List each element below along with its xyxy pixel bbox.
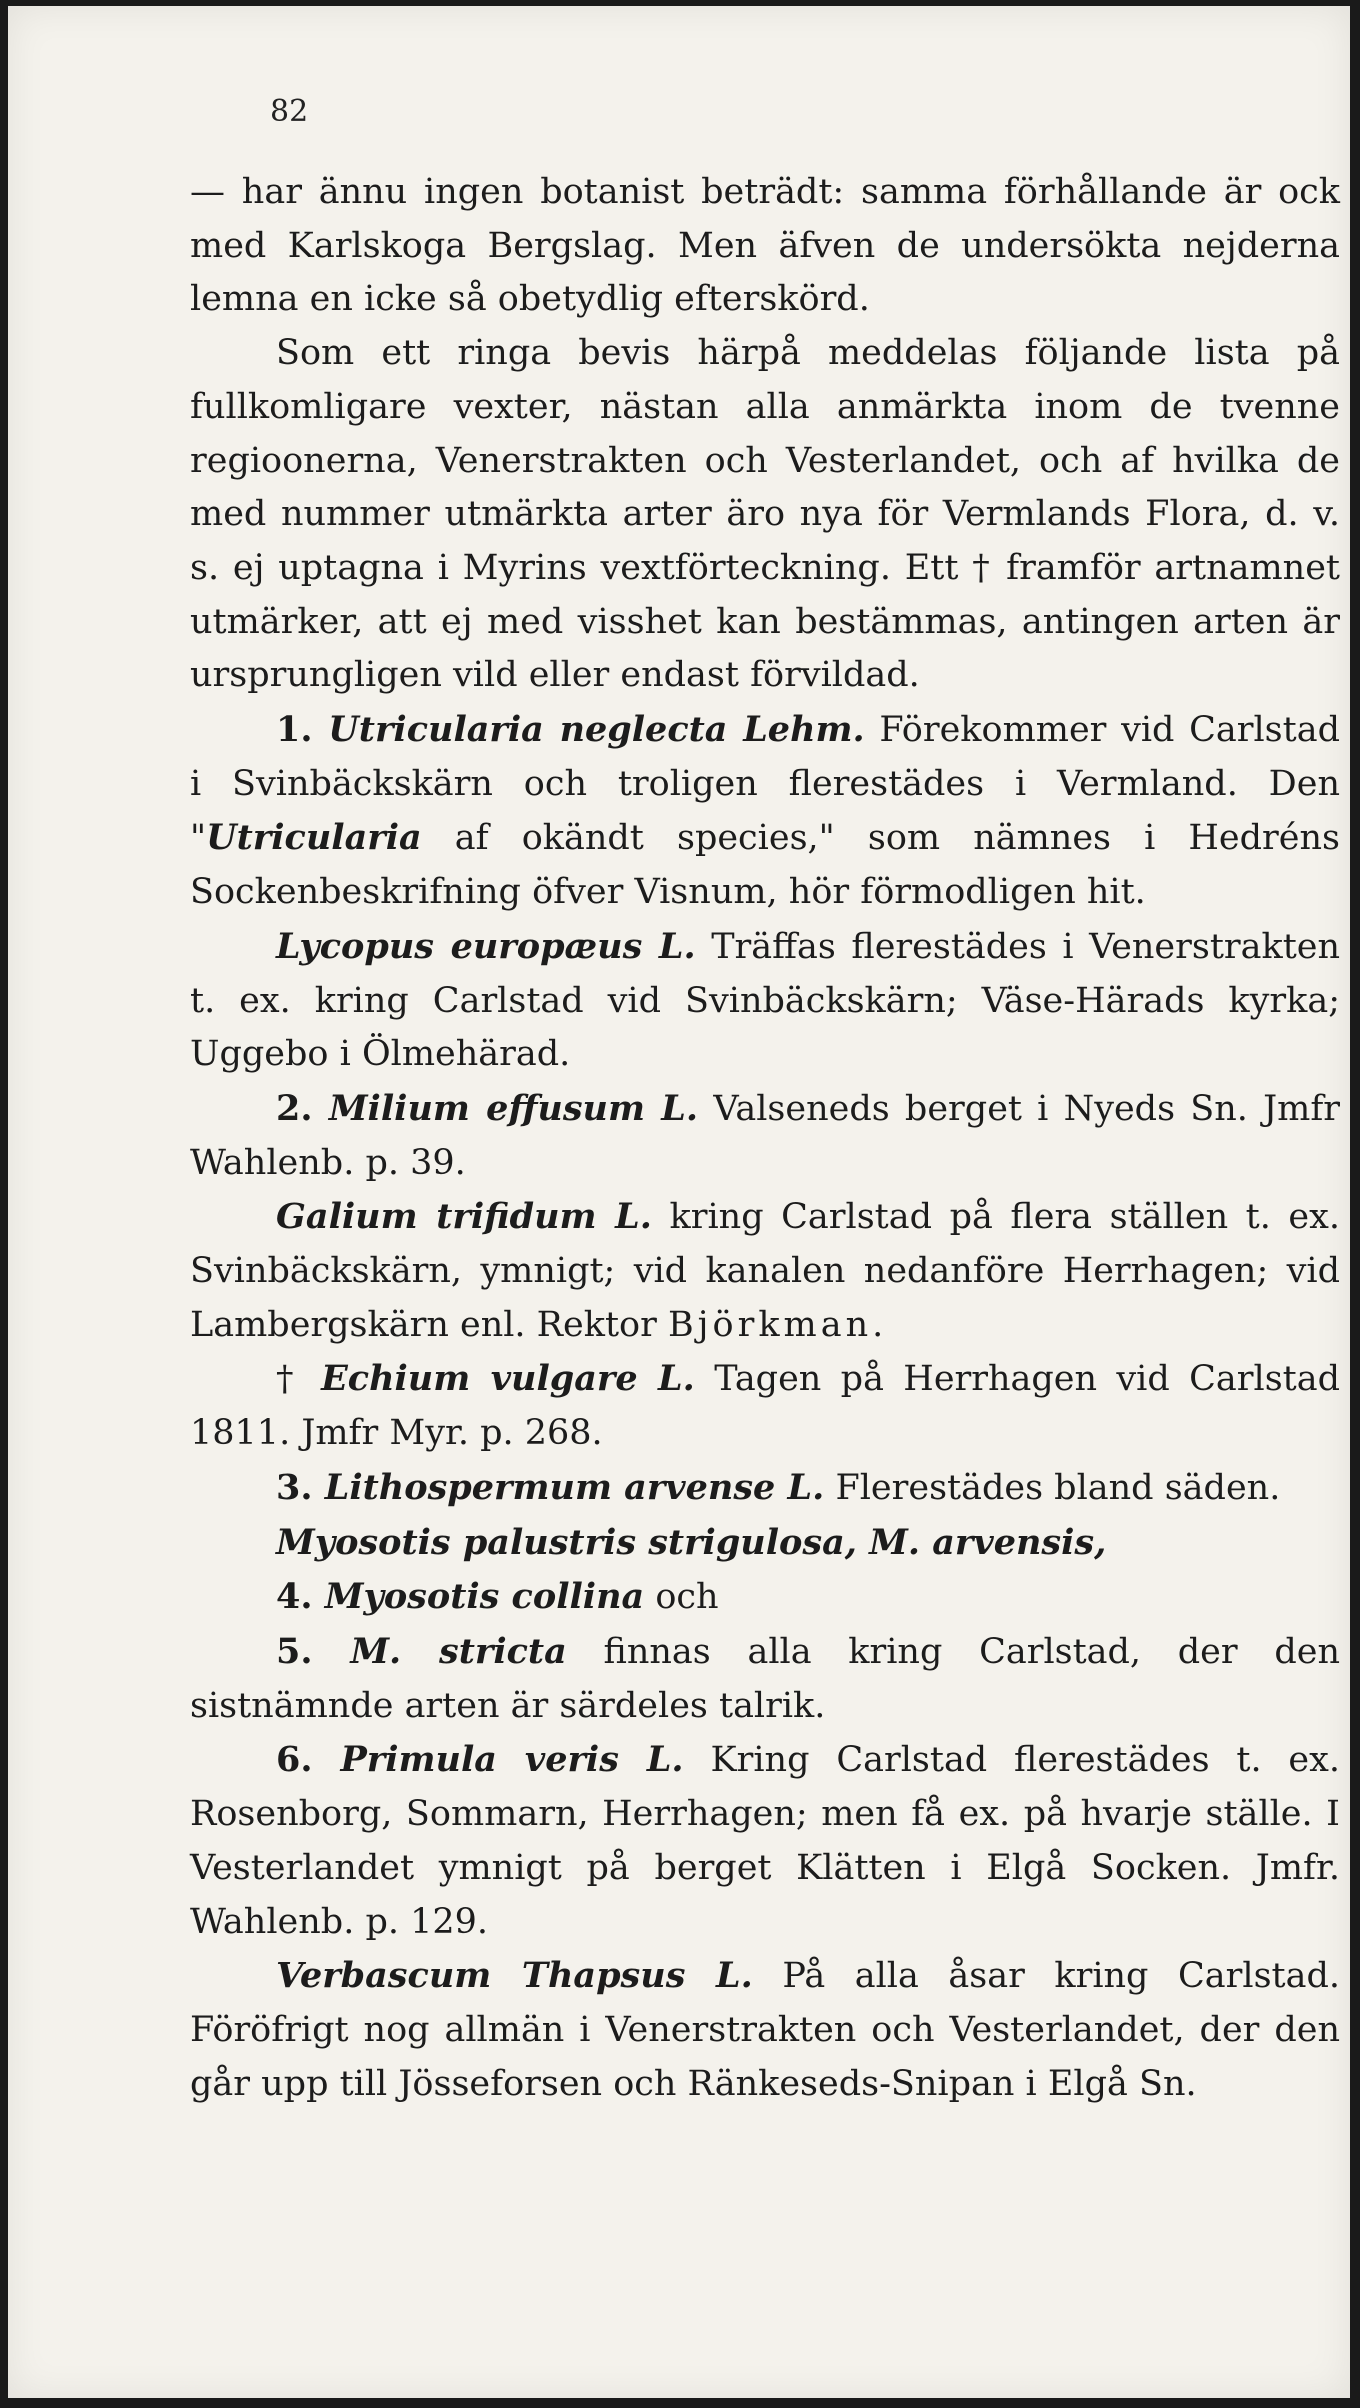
text-run: af okändt species," som nämnes i Hedréns Sockenbeskrifning öfver Visnum, hör förmodligen hit. (190, 818, 1340, 913)
book-page (8, 6, 1350, 2398)
paragraph (190, 1352, 1340, 1460)
paragraph (190, 1949, 1340, 2111)
text-run: † (276, 1359, 322, 1400)
species-name: M. stricta (350, 1630, 567, 1672)
paragraph (190, 1570, 1340, 1625)
paragraph (190, 1461, 1340, 1516)
text-run: och (644, 1577, 719, 1618)
paragraph (190, 920, 1340, 1082)
text-run: Som ett ringa bevis härpå meddelas följande lista på fullkomligare vexter, nästan alla anmärkta inom de tvenne regioonerna, Venerstrakten och Vesterlandet, och af hvilka de med nummer utmärkta arter äro nya för Vermlands Flora, d. v. s. ej uptagna i Myrins vextförteckning. Ett † framför artnamnet utmärker, att ej med visshet kan bestämmas, antingen arten är ursprungligen vild eller endast förvildad. (190, 333, 1340, 696)
paragraph (190, 1625, 1340, 1733)
entry-number: 6. (276, 1739, 341, 1781)
text-run: Tagen på Herrhagen vid Carlstad 1811. Jmfr Myr. p. 268. (190, 1359, 1340, 1454)
species-name: Utricularia neglecta Lehm. (328, 709, 865, 751)
species-name: Lycopus europæus L. (276, 925, 696, 967)
species-name: Utricularia (206, 817, 422, 859)
text-run: . (872, 1304, 884, 1345)
paragraph (190, 1082, 1340, 1190)
paragraph (190, 1190, 1340, 1352)
entry-number: 4. (276, 1576, 325, 1618)
species-name: Primula veris L. (340, 1739, 684, 1781)
text-run: Valseneds berget i Nyeds Sn. Jmfr Wahlenb. p. 39. (190, 1088, 1340, 1183)
entry-number: 1. (276, 709, 329, 751)
species-name: Verbascum Thapsus L. (276, 1955, 753, 1997)
entry-number: 2. (276, 1087, 329, 1129)
entry-number: 3. (276, 1466, 325, 1508)
text-run: Kring Carlstad flerestädes t. ex. Rosenborg, Sommarn, Herrhagen; men få ex. på hvarje ställe. I Vesterlandet ymnigt på berget Klätten i Elgå Socken. Jmfr. Wahlenb. p. 129. (190, 1740, 1340, 1942)
paragraph (190, 1733, 1340, 1949)
text-run: Förekommer vid Carlstad i Svinbäckskärn och troligen flerestädes i Vermland. Den " (190, 710, 1340, 859)
body-text (190, 166, 1340, 2111)
species-name: Myosotis palustris strigulosa, M. arvensis, (276, 1521, 1107, 1563)
text-run: — har ännu ingen botanist beträdt: samma förhållande är ock med Karlskoga Bergslag. Men äfven de undersökta nejderna lemna en icke så obetydlig efterskörd. (190, 172, 1340, 320)
species-name: Galium trifidum L. (276, 1196, 652, 1238)
paragraph (190, 166, 1340, 327)
species-name: Echium vulgare L. (321, 1358, 695, 1400)
species-name: Myosotis collina (324, 1576, 645, 1618)
text-run: Flerestädes bland säden. (824, 1467, 1281, 1508)
text-run: Träffas flerestädes i Venerstrakten t. ex. kring Carlstad vid Svinbäckskärn; Väse-Härads kyrka; Uggebo i Ölmehärad. (190, 926, 1341, 1075)
species-name: Milium effusum L. (328, 1087, 699, 1129)
text-run: Björkman (667, 1304, 873, 1345)
paragraph (190, 327, 1340, 703)
page-number: 82 (270, 94, 309, 129)
paragraph (190, 1516, 1340, 1571)
species-name: Lithospermum arvense L. (324, 1466, 825, 1508)
text-run: På alla åsar kring Carlstad. Föröfrigt nog allmän i Venerstrakten och Vesterlandet, der den går upp till Jösseforsen och Ränkeseds-Snipan i Elgå Sn. (190, 1956, 1341, 2104)
text-run: finnas alla kring Carlstad, der den sistnämnde arten är särdeles talrik. (190, 1631, 1340, 1726)
entry-number: 5. (276, 1630, 351, 1672)
paragraph (190, 703, 1340, 920)
text-run: kring Carlstad på flera ställen t. ex. Svinbäckskärn, ymnigt; vid kanalen nedanföre Herrhagen; vid Lambergskärn enl. Rektor (190, 1197, 1341, 1345)
